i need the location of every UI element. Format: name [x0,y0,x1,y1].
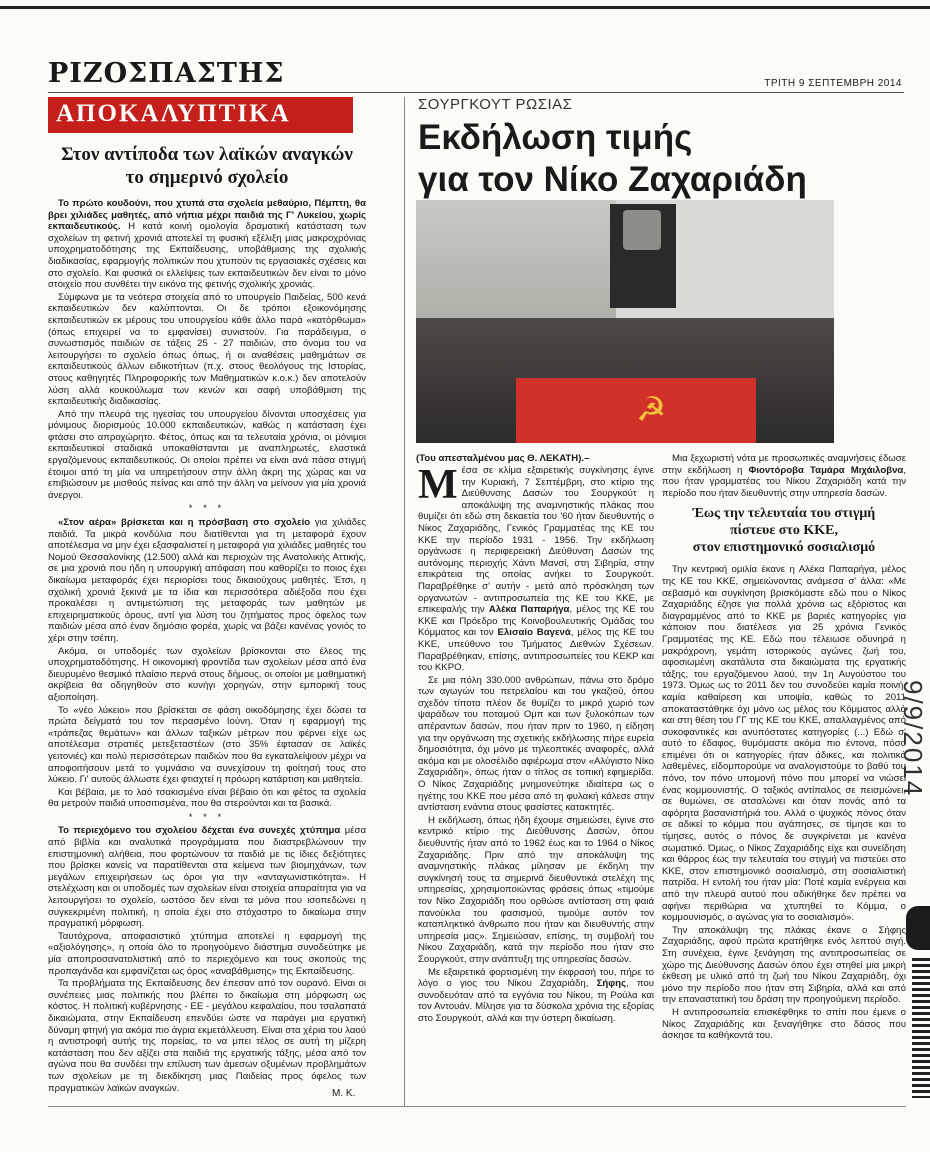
left-article-headline [48,143,366,189]
left-article-body [48,198,366,1095]
paragraph: Μέσα σε κλίμα εξαιρετικής συγκίνησης έγινε την Κυριακή, 7 Σεπτέμβρη, στο κτίριο της Διεύθυνσης Δασών του Σουργκούτ η αποκάλυψη της αναμνηστικής πλάκας που θυμίζει ότι εδώ στη δεκαετία του '60 ήταν διευθυντής ο Νίκος Ζαχαριάδης, Γενικός Γραμματέας της ΚΕ του ΚΚΕ την περίοδο 1931 - 1956. Την εκδήλωση οργάνωσε η περιφερειακή Διεύθυνση Δασών της αυτόνομης περιοχής Χάντι Μανσί, στη Σιβηρία, στην επικράτεια της οποίας ανήκει το Σουργκούτ. Παραβρέθηκε σ' αυτήν - μετά από πρόσκληση των οργανωτών - αντιπροσωπεία της ΚΕ του ΚΚΕ, με επικεφαλής την Αλέκα Παπαρήγα, μέλος της ΚΕ του ΚΚΕ και Πρόεδρο της Κοινοβουλευτικής Ομάδας του Κόμματος και τον Ελισαίο Βαγενά, μέλος της ΚΕ του ΚΚΕ, υπεύθυνο του Τμήματος Διεθνών Σχέσεων. Παραβρέθηκαν, επίσης, αντιπροσωπείες του ΚΕΚΡ και του ΚΚΡΟ. [418,462,655,674]
photo-caption: (Του απεσταλμένου μας Θ. ΛΕΚΑΤΗ).– [416,453,590,464]
paragraph: Το «νέο λύκειο» που βρίσκεται σε φάση οικοδόμησης έχει δώσει τα πρώτα δείγματά του τον περασμένο Ιούνη. Όταν η εφαρμογή της «τράπεζας θεμάτων» και άλλων ταξικών μέτρων που φέρνει είχε ως αποτέλεσμα στρατιές μετεξεταστέων (στο 35% έφτασαν σε λαϊκές γειτονιές) και πολύ περισσότερων παιδιών που θα εγκαταλείψουν μέχρι να αποφοιτήσουν μετά το γυμνάσιο να συνεχίσουν τη φοίτησή τους στο λύκειο. Γι' αυτούς άλλωστε έχει φτιαχτεί η πρόωρη κατάρτιση και μαθητεία. [48,704,366,786]
paragraph: Ακόμα, οι υποδομές των σχολείων βρίσκονται στο έλεος της υποχρηματοδότησης. Η οικονομική φροντίδα των σχολείων μέσα από ένα διευρυμένο θεσμικό πλαίσιο περνά στους δήμους, οι οποίοι με μαθηματική ακρίβεια θα οδηγηθούν στο κυνήγι χορηγών, στην εμπορική τους αξιοποίηση. [48,645,366,703]
masthead: ΡΙΖΟΣΠΑΣΤΗΣ [48,58,285,89]
scan-mark [906,906,930,950]
paragraph: Σε μια πόλη 330.000 ανθρώπων, πάνω στο δρόμο των αγωγών του πετρελαίου και του γκαζιού, όπου σχεδόν τίποτα πλέον δε θυμίζει το μικρό χωριό των ψαράδων του ποταμού Ομπ και των ξυλοκόπων των απέραντων δασών, που ήταν πριν το 1960, η είδηση για την οργάνωση της σχετικής εκδήλωσης πήρε ευρεία δημοσιότητα, όχι μόνο με τηλεοπτικές αναφορές, αλλά ακόμα και με ολοσέλιδο αφιέρωμα στον «Αλύγιστο Νίκο Ζαχαριάδη», όπως ήταν ο τίτλος σε τοπική εφημερίδα. Ο Νίκος Ζαχαριάδης μνημονεύτηκε ιδιαίτερα ως ο ηγέτης του ΚΚΕ που μέσα από τη φυλακή κάλεσε στην αντίσταση ενάντια στους φασίστες κατακτητές. [418,674,654,814]
paragraph: Σύμφωνα με τα νεότερα στοιχεία από το υπουργείο Παιδείας, 500 κενά εκπαιδευτικών δεν καλύπτονται. Οι δε τρόποι εξοικονόμησης εκπαιδευτικών εκ μέρους του υπουργείου κάθε άλλο παρά «κατόρθωμα» (όπως επιχειρεί να το εμφανίσει) συνιστούν. Για παράδειγμα, ο συνωστισμός παιδιών σε τάξεις 25 - 27 παιδιών, στο όνομα του να λειτουργήσει το σχολείο όπως όπως, ή οι αναθέσεις μαθημάτων σε εκπαιδευτικούς άλλων ειδικοτήτων (π.χ. στους θεολόγους της Ιστορίας, στους καθηγητές Πληροφορικής των Μαθηματικών κ.ο.κ.) δεν αποτελούν λύση αλλά κουκούλωμα των κενών και σαφή υποβάθμιση της εκπαιδευτικής διαδικασίας. [48,291,366,408]
paragraph: Η αντιπροσωπεία επισκέφθηκε το σπίτι που έμενε ο Νίκος Ζαχαριάδης και ξεναγήθηκε στο δάσος που άσκησε τα καθήκοντά του. [662,1006,906,1042]
header-rule [48,92,904,93]
subheading-line: Έως την τελευταία του στιγμή [692,506,876,522]
article-kicker: ΣΟΥΡΓΚΟΥΤ ΡΩΣΙΑΣ [418,96,573,113]
paragraph: «Στον αέρα» βρίσκεται και η πρόσβαση στο σχολείο για χιλιάδες παιδιά. Τα μικρά κονδύλια που διατίθενται για τη μεταφορά έχουν αποτέλεσμα να μην έχει εξασφαλιστεί η μεταφορά για χιλιάδες μαθητές του Νομού Θεσσαλονίκης (12.500) αλλά και περιοχών της Ανατολικής Αττικής, σε μια χρονιά που ήδη η υπουργική απόφαση που καθορίζει το ποιος έχει δικαίωμα μεταφοράς έχει περιορίσει τους δικαιούχους μαθητές. Έτσι, η σχολική χρονιά ξεκινά με τα ίδια και περισσότερα αδιέξοδα που έχει προκαλέσει η αντιμετώπιση της μεταφοράς των μαθητών με επιχειρηματικούς όρους, αντί για λύση του ζητήματος προς όφελος των παιδιών μέσα από έναν δημόσιο φορέα, χωρίς να βάζει κανένας γονιός το χέρι στην τσέπη. [48,517,366,644]
subheading-line: πίστευε στο ΚΚΕ, [730,523,838,539]
section-banner: ΑΠΟΚΑΛΥΠΤΙΚΑ [48,97,353,133]
author-signature: Μ. Κ. [332,1088,356,1099]
right-article-column-1 [418,462,655,1026]
right-article-column-2 [662,453,906,1043]
right-article-headline [418,117,898,201]
paragraph: Με εξαιρετικά φορτισμένη την έκφρασή του, πήρε το λόγο ο γιος του Νίκου Ζαχαριάδη, Σήφης, που συνοδευόταν από τα εγγόνια του Νίκου, τη Ρούλα και τον Αντουάν. Μίλησε για τα δύσκολα χρόνια της εξορίας στο Σουργκούτ, αλλά και την ύστερη δικαίωση. [418,966,655,1024]
bottom-rule [48,1106,906,1107]
paragraph: Το πρώτο κουδούνι, που χτυπά στα σχολεία μεθαύριο, Πέμπτη, θα βρει χιλιάδες μαθητές, από νήπια μέχρι παιδιά της Γ' Λυκείου, χωρίς εκπαιδευτικούς. Η κατά κοινή ομολογία δραματική κατάσταση των σχολείων τη φετινή χρονιά αποτελεί τη φυσική εξέλιξη μιας μακροχρόνιας υποχρηματοδότησης της Εκπαίδευσης, υποβάθμισης της σχολικής διαδικασίας, εφαρμογής πολιτικών που χτυπούν τις εργασιακές σχέσεις και στο σχολείο. Και φυσικά οι ελλείψεις των εκπαιδευτικών δεν είναι το μόνο στοιχείο που συνθέτει την εικόνα της φετινής σχολικής χρονιάς. [48,198,366,291]
scan-margin-marks [912,958,930,1098]
left-headline-line-2: το σημερινό σχολείο [125,167,289,188]
article-subheading [662,505,906,556]
paragraph: Μια ξεχωριστή νότα με προσωπικές αναμνήσεις έδωσε στην εκδήλωση η Φιοντόροβα Ταμάρα Μιχάιλοβνα, που ήταν γραμματέας του Νίκου Ζαχαριάδη κατά την περίοδο που ήταν διευθυντής στην υπηρεσία δασών. [662,453,906,499]
paragraph: Τα προβλήματα της Εκπαίδευσης δεν έπεσαν από τον ουρανό. Είναι οι συνέπειες μιας πολιτικής που βλέπει το δικαίωμα στη μόρφωση ως κόστος. Η πολιτική κυβέρνησης - ΕΕ - μεγάλου κεφαλαίου, που τσαλαπατά δικαιώματα, στην Εκπαίδευση επενδύει ώστε να παράγει μια εργατική δύναμη φτηνή για ακόμα πιο άγρια εκμετάλλευση. Είναι στα χέρια του λαού η αντιστροφή αυτής της πορείας, το να μπει τέλος σε αυτή τη μίζερη κατάσταση που δεν αξίζει στα παιδιά της εργατικής τάξης, μέσα από τον αγώνα που θα συνδέει την επίλυση των άμεσων οξυμένων προβλημάτων των σχολείων με τη διεκδίκηση μιας Παιδείας προς όφελος των πραγματικών λαϊκών αναγκών. [48,978,366,1094]
right-headline-line-2: για τον Νίκο Ζαχαριάδη [418,160,807,199]
separator: * * * [188,503,226,515]
drop-cap: Μ [418,462,458,508]
paragraph: Το περιεχόμενο του σχολείου δέχεται ένα συνεχές χτύπημα μέσα από βιβλία και αναλυτικά προγράμματα που διαστρεβλώνουν την επιστημονική αλήθεια, που φορτώνουν τα παιδιά με τις ίδιες δεξιότητες που βρίσκει κανείς να παρατίθενται στα κείμενα των βιομηχάνων, των μεγάλων επιχειρήσεων ως όροι για την «ανταγωνιστικότητα». Η στελέχωση και οι υποδομές των σχολείων είναι στοιχεία απαραίτητα για να λειτουργήσει το σχολείο, ωστόσο δεν είναι τα μόνα που ισοπεδώνει η συγκεκριμένη πολιτική, η οποία έχει στο στόχαστρο το δικαίωμα στην πραγματική μόρφωση. [48,825,366,930]
column-divider [404,97,405,1107]
paragraph: Και βέβαια, με το λαό τσακισμένο είναι βέβαιο ότι και φέτος τα σχολεία θα μετρούν παιδιά υποσιτισμένα, που θα στερούνται και τα βασικά. [48,786,366,810]
top-rule [0,6,930,9]
date-stamp: 9/9/2014 [898,680,928,798]
red-flag [516,378,756,443]
subheading-line: στον επιστημονικό σοσιαλισμό [692,540,876,556]
paragraph: Από την πλευρά της ηγεσίας του υπουργείου δίνονται υποσχέσεις για μόνιμους διορισμούς 10.000 εκπαιδευτικών, καθώς η κατάσταση έχει φτάσει στο απροχώρητο. Φέτος, όπως και τα τελευταία χρόνια, οι μόνιμοι εκπαιδευτικοί σταδιακά υποκαθίστανται με αναπληρωτές, ελαστικά εργαζόμενους εκπαιδευτικούς. Οι οποίοι πρέπει να είναι ανά πάσα στιγμή έτοιμοι από τη μία να υπηρετήσουν στην άλλη άκρη της χώρας και να επιβιώσουν με μισθούς πείνας και από την άλλη να μείνουν για μία χρονιά άνεργοι. [48,408,366,501]
plaque-portrait [623,210,661,250]
hammer-sickle-icon: ☭ [636,391,667,429]
paragraph: Ταυτόχρονα, αποφασιστικό χτύπημα αποτελεί η εφαρμογή της «αξιολόγησης», η οποία όλο το προηγούμενο διάστημα συνοδεύτηκε με μία αποπροσανατολιστική από το περιεχόμενο και τους σκοπούς της προπαγάνδα και εμφανίζεται ως όρος «αναβάθμισης» της Εκπαίδευσης. [48,930,366,977]
issue-date: ΤΡΙΤΗ 9 ΣΕΠΤΕΜΒΡΗ 2014 [764,78,902,89]
paragraph: Η εκδήλωση, όπως ήδη έχουμε σημειώσει, έγινε στο κεντρικό κτίριο της Διεύθυνσης Δασών, όπου διευθυντής ήταν από το 1962 έως και το 1964 ο Νίκος Ζαχαριάδης. Πριν από την αποκάλυψη της αναμνηστικής πλάκας μίλησαν με έκδηλη την συγκίνησή τους τα σημερινά διευθυντικά στελέχη της υπηρεσίας, χρησιμοποιώντας φράσεις όπως «τιμούμε τον Νίκο Ζαχαριάδη που ορθώσε αντίσταση στη φαιά πανούκλα του φασισμού, τιμούμε αυτόν τον καταπληκτικό άνθρωπο που ήταν και διευθυντής στην υπηρεσία μας». Σημειώσαν, επίσης, τη συμβολή του Νίκου Ζαχαριάδη, κατά την περίοδο που ήταν στο Σουργκούτ, στην ανάπτυξη της υπηρεσίας δασών. [418,814,654,965]
ceremony-photo [416,200,834,443]
left-headline-line-1: Στον αντίποδα των λαϊκών αναγκών [61,144,353,165]
paragraph: Την αποκάλυψη της πλάκας έκανε ο Σήφης Ζαχαριάδης, αφού πρώτα κρατήθηκε ενός λεπτού σιγή. Στη συνέχεια, έγινε ξενάγηση της αντιπροσωπείας σε χώρο της Διεύθυνσης Δασών όπου έχει στηθεί μια μικρή έκθεση με υλικό από τη ζωή του Νίκου Ζαχαριάδη, όχι μόνο την περίοδο που ήταν στη Σιβηρία, αλλά και από την επαναστατική του δράση την προηγούμενη περίοδο. [662,924,906,1006]
separator: * * * [188,811,226,823]
paragraph: Την κεντρική ομιλία έκανε η Αλέκα Παπαρήγα, μέλος της ΚΕ του ΚΚΕ, σημειώνοντας ανάμεσα σ' άλλα: «Με σεβασμό και συγκίνηση βρισκόμαστε εδώ που ο Νίκος Ζαχαριάδης έζησε για πολλά χρόνια ως εξόριστος και διαγραμμένος από το ΚΚΕ με βαριές κατηγορίες για κάποιον που διατέλεσε για 25 χρόνια Γενικός Γραμματέας της ΚΕ. Εδώ που τέλειωσε οδυνηρά η μακρόχρονη, γεμάτη ιστορικούς αγώνες ζωή του, αφοσιωμένη ακατάλυτα στα δικαιώματα της εργατικής τάξης, του εργαζόμενου λαού, την 1η Αυγούστου του 1973. Όμως ως το 2011 δεν του συνοδεύει καμία ποινή, καμία καθαίρεση και υποψία, καθώς το 2011 αποκαταστάθηκε όχι μόνο ως μέλος του Κόμματος αλλά και στη θέση του ΓΓ της ΚΕ του ΚΚΕ, απαλλαγμένος από συκοφαντικές και ανυπόστατες κατηγορίες (...) Εδώ σ' αυτό το έδαφος, θυμόμαστε ακόμα πιο έντονα, πόσο επιμένει ότι οι κατηγορίες ήταν άδικες, και πολιτικά λαθεμένες, είδομπορούμε να αναλογιστούμε το βαθύ του πόνο, τον πόνο υπομονή πόνο που μπορεί να νιώσει ένας κομμουνιστής. Ο ταξικός αντίπαλος σε πεισμώνει, σε θυμώνει, σε ατσαλώνει και όταν πονάς από τα αφόρητα βασανιστήριά του. Αλλά ο ψυχικός πόνος όταν σε αδικεί το κόμμα που αγάπησες, σε τίμησε και το τίμησες, αυτός ο πόνος δε συγκρίνεται με κανένα σωματικό. Όμως, ο Νίκος Ζαχαριάδης είχε και συνείδηση και θάρρος έως την τελευταία του στιγμή να πιστεύει στο ΚΚΕ, στον επιστημονικό σοσιαλισμό, στη σοσιαλιστική πατρίδα. Η εντολή του ήταν μία: Ποτέ καμία ενέργεια και από την πλευρά αυτού που αδικήθηκε δεν πρέπει να αφήνει περιθώρια να χτυπηθεί το Κόμμα, ο κομμουνισμός, ο αγώνας για το σοσιαλισμό». [662,564,906,924]
right-headline-line-1: Εκδήλωση τιμής [418,118,693,157]
